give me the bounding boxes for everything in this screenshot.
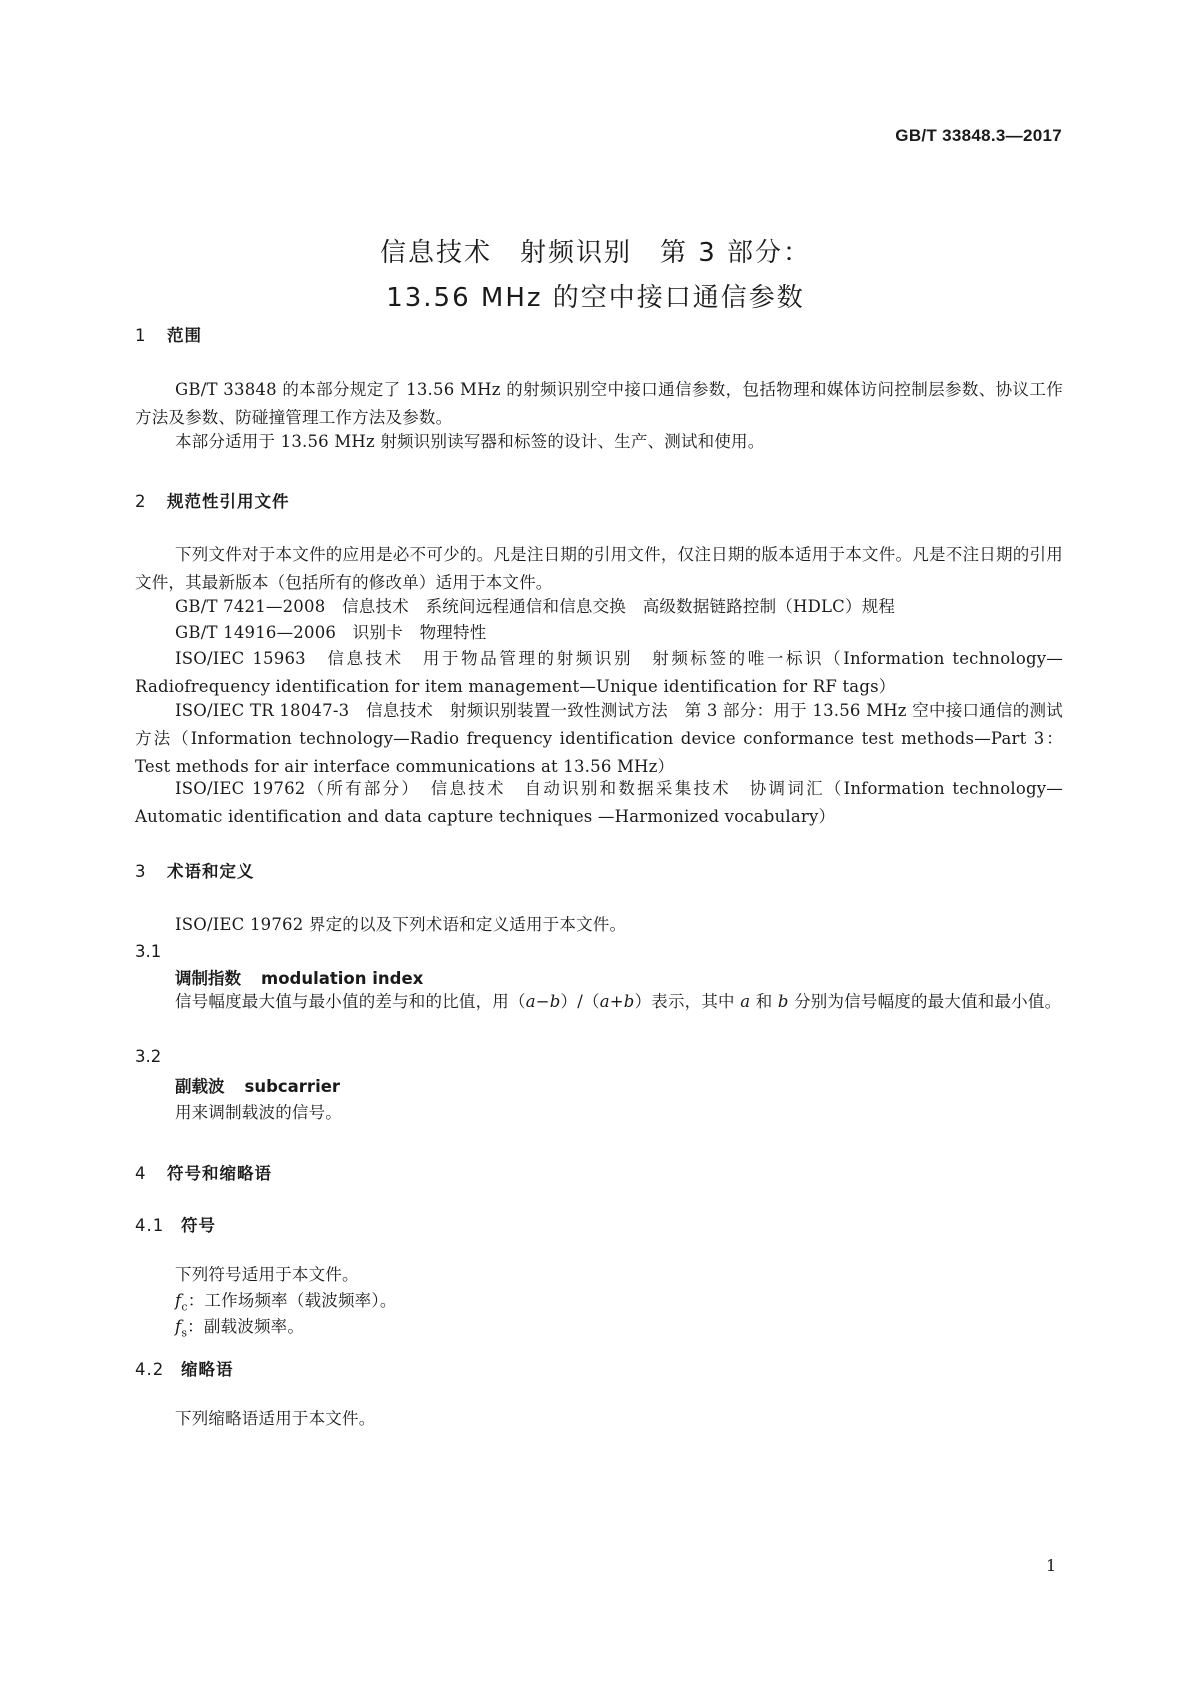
reference-item: ISO/IEC 15963 信息技术 用于物品管理的射频识别 射频标签的唯一标识（Information technology—Radiofrequency identification for item management—Unique identification for RF tags）: [135, 649, 1063, 696]
section-title: 规范性引用文件: [167, 492, 290, 511]
standard-id: GB/T 33848.3—2017: [895, 126, 1062, 145]
terms-intro: ISO/IEC 19762 界定的以及下列术语和定义适用于本文件。: [175, 915, 627, 934]
section-number: 4: [135, 1164, 147, 1183]
document-title-line1: 信息技术 射频识别 第 3 部分：: [379, 238, 812, 268]
reference-item: GB/T 7421—2008 信息技术 系统间远程通信和信息交换 高级数据链路控制（HDLC）规程: [175, 597, 896, 616]
section-title: 范围: [167, 326, 202, 345]
section-number: 2: [135, 492, 147, 511]
symbols-intro: 下列符号适用于本文件。: [175, 1265, 359, 1284]
abbreviations-intro: 下列缩略语适用于本文件。: [175, 1409, 376, 1428]
scope-paragraph-1: GB/T 33848 的本部分规定了 13.56 MHz 的射频识别空中接口通信参数，包括物理和媒体访问控制层参数、协议工作方法及参数、防碰撞管理工作方法及参数。: [135, 380, 1063, 427]
subsection-4-1-heading: [135, 1212, 216, 1236]
term-en: subcarrier: [244, 1077, 341, 1096]
normative-refs-intro: 下列文件对于本文件的应用是必不可少的。凡是注日期的引用文件，仅注日期的版本适用于本文件。凡是不注日期的引用文件，其最新版本（包括所有的修改单）适用于本文件。: [135, 545, 1063, 592]
scope-paragraph-2: 本部分适用于 13.56 MHz 射频识别读写器和标签的设计、生产、测试和使用。: [175, 432, 765, 451]
section-title: 术语和定义: [167, 862, 255, 881]
term-definition: 用来调制载波的信号。: [175, 1103, 342, 1122]
symbol-item: $f_c$：工作场频率（载波频率）。: [175, 1291, 397, 1314]
section-number: 1: [135, 326, 147, 345]
section-title: 缩略语: [181, 1360, 234, 1379]
term-heading: [175, 965, 423, 989]
section-4-heading: [135, 1160, 272, 1184]
section-title: 符号和缩略语: [167, 1164, 272, 1183]
term-zh: 调制指数: [175, 969, 241, 988]
section-1-heading: [135, 322, 202, 346]
term-definition: 信号幅度最大值与最小值的差与和的比值，用（a−b）/（a+b）表示，其中 a 和 b 分别为信号幅度的最大值和最小值。: [175, 992, 1062, 1011]
section-number: 4.2: [135, 1360, 165, 1379]
reference-item: ISO/IEC TR 18047-3 信息技术 射频识别装置一致性测试方法 第 3 部分：用于 13.56 MHz 空中接口通信的测试方法（Information technology—Radio frequency identification device conformance test methods—Part 3：Test methods for air interface communications at 13.56 MHz）: [135, 701, 1063, 776]
term-en: modulation index: [261, 969, 424, 988]
term-number: 3.1: [135, 942, 162, 961]
section-2-heading: [135, 488, 290, 512]
document-title-line2: 13.56 MHz 的空中接口通信参数: [386, 283, 805, 313]
term-heading: [175, 1073, 340, 1097]
section-number: 4.1: [135, 1216, 165, 1235]
section-title: 符号: [181, 1216, 216, 1235]
term-zh: 副载波: [175, 1077, 225, 1096]
symbol-item: $f_s$：副载波频率。: [175, 1317, 305, 1340]
reference-item: ISO/IEC 19762（所有部分） 信息技术 自动识别和数据采集技术 协调词汇（Information technology—Automatic identification and data capture techniques —Harmonized vocabulary）: [135, 779, 1063, 826]
reference-item: GB/T 14916—2006 识别卡 物理特性: [175, 623, 487, 642]
page-number: 1: [1046, 1556, 1057, 1575]
subsection-4-2-heading: [135, 1356, 234, 1380]
section-3-heading: [135, 858, 255, 882]
section-number: 3: [135, 862, 147, 881]
term-number: 3.2: [135, 1047, 162, 1066]
